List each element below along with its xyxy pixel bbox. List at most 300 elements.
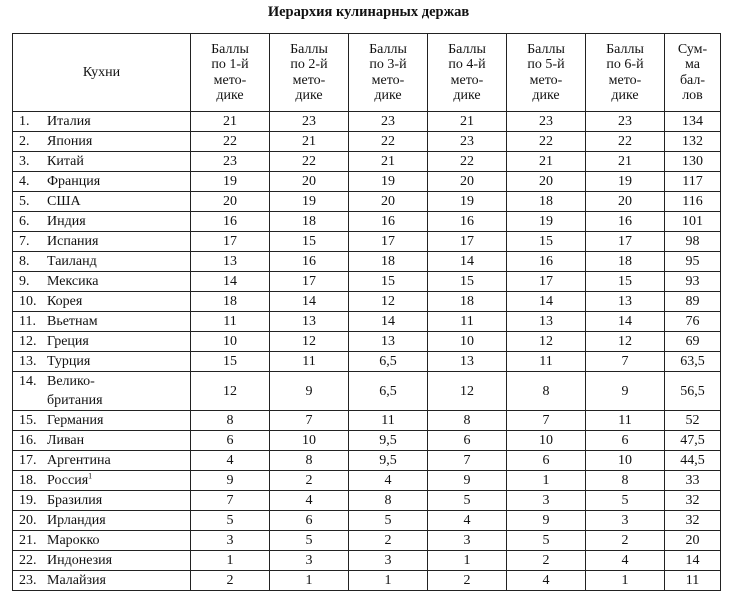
score-method-3: 1: [349, 571, 428, 591]
score-method-6: 10: [586, 451, 665, 471]
score-method-2: 15: [270, 232, 349, 252]
header-line: дике: [453, 88, 481, 103]
score-method-5: 23: [507, 112, 586, 132]
score-method-4: 14: [428, 252, 507, 272]
header-line: мето-: [529, 72, 563, 88]
cuisine-name: [47, 292, 82, 311]
header-line: мето-: [608, 72, 642, 88]
header-total: [665, 34, 721, 112]
table-row: [13, 272, 721, 292]
table-row: [13, 312, 721, 332]
score-method-6: 7: [586, 352, 665, 372]
header-line: по 5-й: [527, 57, 565, 72]
cuisine-name-line: Ливан: [47, 433, 85, 448]
cuisine-name-line: Аргентина: [47, 453, 111, 468]
score-method-6: 17: [586, 232, 665, 252]
score-method-2: 14: [270, 292, 349, 312]
rank-number: 6.: [19, 214, 30, 229]
cuisine-cell: [13, 372, 191, 411]
cuisine-name-line: Мексика: [47, 274, 99, 289]
header-line: Баллы: [448, 41, 486, 57]
score-method-1: 22: [191, 132, 270, 152]
table-row: [13, 511, 721, 531]
cuisine-cell: [13, 252, 191, 272]
score-method-5: 16: [507, 252, 586, 272]
table-row: [13, 431, 721, 451]
score-method-5: 13: [507, 312, 586, 332]
header-line: мето-: [213, 72, 247, 88]
header-line: мето-: [450, 72, 484, 88]
score-method-4: 8: [428, 411, 507, 431]
table-row: [13, 172, 721, 192]
score-total: 47,5: [665, 431, 721, 451]
score-method-4: 11: [428, 312, 507, 332]
table-row: [13, 471, 721, 491]
header-method-4: [428, 34, 507, 112]
rank-number: 22.: [19, 553, 37, 568]
header-line: Баллы: [606, 41, 644, 57]
cuisine-name: [47, 272, 98, 291]
score-method-2: 7: [270, 411, 349, 431]
footnote-marker: 1: [88, 471, 93, 481]
header-line: Баллы: [211, 41, 249, 57]
score-method-2: 4: [270, 491, 349, 511]
rank-number: 16.: [19, 433, 37, 448]
rank-number: 21.: [19, 533, 37, 548]
score-total: 132: [665, 132, 721, 152]
cuisine-name: [47, 252, 97, 271]
score-total: 117: [665, 172, 721, 192]
rank-number: 19.: [19, 493, 37, 508]
cuisine-cell: [13, 411, 191, 431]
score-method-2: 23: [270, 112, 349, 132]
score-method-5: 9: [507, 511, 586, 531]
score-method-6: 20: [586, 192, 665, 212]
table-row: [13, 232, 721, 252]
cuisine-name-line: Корея: [47, 294, 83, 309]
cuisine-name: [47, 312, 98, 331]
table-row: [13, 491, 721, 511]
cuisine-name: [47, 352, 90, 371]
score-method-5: 1: [507, 471, 586, 491]
score-method-3: 14: [349, 312, 428, 332]
cuisine-name: [47, 451, 111, 470]
score-method-4: 4: [428, 511, 507, 531]
score-total: 32: [665, 511, 721, 531]
header-method-5: [507, 34, 586, 112]
score-total: 44,5: [665, 451, 721, 471]
cuisine-name: [47, 431, 84, 450]
score-method-6: 9: [586, 372, 665, 411]
table-row: [13, 531, 721, 551]
score-method-2: 3: [270, 551, 349, 571]
cuisine-name: [47, 531, 100, 550]
header-line: дике: [374, 88, 402, 103]
score-method-5: 14: [507, 292, 586, 312]
score-method-3: 22: [349, 132, 428, 152]
cuisine-name-line: Россия: [47, 473, 89, 488]
cuisine-name-line: Велико-: [47, 374, 95, 389]
score-method-3: 20: [349, 192, 428, 212]
rank-number: 17.: [19, 453, 37, 468]
cuisine-name-line: Марокко: [47, 533, 100, 548]
header-line: дике: [532, 88, 560, 103]
cuisine-name: [47, 232, 98, 251]
score-method-4: 22: [428, 152, 507, 172]
score-method-1: 23: [191, 152, 270, 172]
score-method-5: 5: [507, 531, 586, 551]
score-method-4: 17: [428, 232, 507, 252]
cuisine-cell: [13, 471, 191, 491]
score-total: 52: [665, 411, 721, 431]
score-total: 95: [665, 252, 721, 272]
cuisine-cell: [13, 152, 191, 172]
score-method-2: 21: [270, 132, 349, 152]
cuisine-name: [47, 571, 106, 590]
score-method-5: 18: [507, 192, 586, 212]
table-row: [13, 152, 721, 172]
cuisine-name: [47, 551, 112, 570]
score-total: 56,5: [665, 372, 721, 411]
header-line: Баллы: [290, 41, 328, 57]
score-method-3: 8: [349, 491, 428, 511]
score-method-2: 16: [270, 252, 349, 272]
header-method-1: [191, 34, 270, 112]
score-total: 69: [665, 332, 721, 352]
cuisine-name-line: Греция: [47, 334, 89, 349]
score-method-6: 5: [586, 491, 665, 511]
score-method-1: 4: [191, 451, 270, 471]
table-row: [13, 372, 721, 411]
header-line: мето-: [292, 72, 326, 88]
rank-number: 23.: [19, 573, 37, 588]
cuisine-cell: [13, 292, 191, 312]
cuisine-name-line: Германия: [47, 413, 104, 428]
rank-number: 1.: [19, 114, 30, 129]
header-method-6: [586, 34, 665, 112]
score-method-1: 12: [191, 372, 270, 411]
score-method-6: 12: [586, 332, 665, 352]
score-method-3: 15: [349, 272, 428, 292]
cuisine-name: [47, 112, 91, 131]
score-method-6: 1: [586, 571, 665, 591]
cuisine-name-line: Бразилия: [47, 493, 103, 508]
score-method-1: 3: [191, 531, 270, 551]
cuisine-name-line: Вьетнам: [47, 314, 98, 329]
score-method-1: 11: [191, 312, 270, 332]
cuisine-ranking-table: [12, 33, 721, 591]
cuisine-name-line: Франция: [47, 174, 101, 189]
score-method-5: 10: [507, 431, 586, 451]
score-method-1: 7: [191, 491, 270, 511]
score-method-6: 19: [586, 172, 665, 192]
table-row: [13, 411, 721, 431]
score-method-1: 16: [191, 212, 270, 232]
score-method-1: 10: [191, 332, 270, 352]
score-method-6: 21: [586, 152, 665, 172]
rank-number: 5.: [19, 194, 30, 209]
cuisine-name-line: Ирландия: [47, 513, 106, 528]
score-total: 101: [665, 212, 721, 232]
score-method-3: 12: [349, 292, 428, 312]
score-method-3: 21: [349, 152, 428, 172]
score-method-1: 8: [191, 411, 270, 431]
score-method-2: 19: [270, 192, 349, 212]
score-method-5: 19: [507, 212, 586, 232]
cuisine-name-line: Китай: [47, 154, 84, 169]
score-method-6: 13: [586, 292, 665, 312]
table-row: [13, 332, 721, 352]
header-line: по 2-й: [290, 57, 328, 72]
score-method-5: 11: [507, 352, 586, 372]
rank-number: 2.: [19, 134, 30, 149]
cuisine-cell: [13, 352, 191, 372]
cuisine-cell: [13, 312, 191, 332]
score-method-4: 5: [428, 491, 507, 511]
cuisine-name: [47, 411, 103, 430]
table-body: [13, 112, 721, 591]
header-line: по 3-й: [369, 57, 407, 72]
score-method-4: 19: [428, 192, 507, 212]
cuisine-name: [47, 471, 92, 490]
header-method-3: [349, 34, 428, 112]
score-method-6: 18: [586, 252, 665, 272]
score-method-4: 18: [428, 292, 507, 312]
rank-number: 18.: [19, 473, 37, 488]
score-method-3: 2: [349, 531, 428, 551]
cuisine-cell: [13, 132, 191, 152]
score-method-4: 3: [428, 531, 507, 551]
score-method-3: 23: [349, 112, 428, 132]
score-method-4: 20: [428, 172, 507, 192]
score-total: 11: [665, 571, 721, 591]
score-total: 130: [665, 152, 721, 172]
rank-number: 10.: [19, 294, 37, 309]
score-method-5: 3: [507, 491, 586, 511]
cuisine-cell: [13, 551, 191, 571]
rank-number: 20.: [19, 513, 37, 528]
score-total: 89: [665, 292, 721, 312]
score-method-1: 1: [191, 551, 270, 571]
cuisine-cell: [13, 451, 191, 471]
cuisine-cell: [13, 491, 191, 511]
header-line: дике: [216, 88, 244, 103]
cuisine-name: [47, 132, 92, 151]
header-line: ма: [685, 57, 700, 72]
cuisine-cell: [13, 232, 191, 252]
score-method-3: 11: [349, 411, 428, 431]
rank-number: 13.: [19, 354, 37, 369]
cuisine-name: [47, 172, 100, 191]
table-row: [13, 132, 721, 152]
score-total: 98: [665, 232, 721, 252]
cuisine-name-line: Испания: [47, 234, 99, 249]
rank-number: 12.: [19, 334, 37, 349]
score-method-1: 20: [191, 192, 270, 212]
cuisine-name: [47, 491, 102, 510]
score-method-1: 17: [191, 232, 270, 252]
score-total: 134: [665, 112, 721, 132]
score-method-2: 1: [270, 571, 349, 591]
score-method-3: 4: [349, 471, 428, 491]
score-method-6: 11: [586, 411, 665, 431]
score-method-6: 3: [586, 511, 665, 531]
score-total: 20: [665, 531, 721, 551]
score-method-2: 13: [270, 312, 349, 332]
cuisine-cell: [13, 172, 191, 192]
rank-number: 15.: [19, 413, 37, 428]
score-method-1: 18: [191, 292, 270, 312]
table-row: [13, 551, 721, 571]
score-method-3: 19: [349, 172, 428, 192]
score-method-6: 2: [586, 531, 665, 551]
score-method-4: 23: [428, 132, 507, 152]
score-method-3: 3: [349, 551, 428, 571]
cuisine-cell: [13, 332, 191, 352]
score-method-4: 21: [428, 112, 507, 132]
score-method-5: 17: [507, 272, 586, 292]
header-cuisine: Кухни: [13, 34, 191, 112]
score-method-6: 8: [586, 471, 665, 491]
table-title: Иерархия кулинарных держав: [267, 4, 470, 20]
score-method-3: 16: [349, 212, 428, 232]
header-line: дике: [611, 88, 639, 103]
rank-number: 7.: [19, 234, 30, 249]
score-total: 33: [665, 471, 721, 491]
cuisine-name-line: Япония: [47, 134, 93, 149]
header-line: по 6-й: [606, 57, 644, 72]
score-method-3: 5: [349, 511, 428, 531]
score-method-5: 20: [507, 172, 586, 192]
cuisine-name-line: Индонезия: [47, 553, 113, 568]
score-method-4: 1: [428, 551, 507, 571]
score-method-4: 16: [428, 212, 507, 232]
score-method-2: 5: [270, 531, 349, 551]
cuisine-cell: [13, 212, 191, 232]
score-total: 76: [665, 312, 721, 332]
cuisine-cell: [13, 112, 191, 132]
table-row: [13, 212, 721, 232]
score-method-1: 9: [191, 471, 270, 491]
header-line: Баллы: [527, 41, 565, 57]
header-method-2: [270, 34, 349, 112]
cuisine-name: [47, 152, 84, 171]
score-method-1: 5: [191, 511, 270, 531]
score-method-3: 17: [349, 232, 428, 252]
cuisine-name-line: Турция: [47, 354, 91, 369]
score-method-2: 9: [270, 372, 349, 411]
score-method-6: 14: [586, 312, 665, 332]
score-method-5: 7: [507, 411, 586, 431]
cuisine-name-line: британия: [47, 393, 103, 408]
score-method-2: 20: [270, 172, 349, 192]
cuisine-cell: [13, 192, 191, 212]
table-row: [13, 192, 721, 212]
cuisine-cell: [13, 511, 191, 531]
score-method-2: 10: [270, 431, 349, 451]
score-method-2: 17: [270, 272, 349, 292]
score-method-5: 8: [507, 372, 586, 411]
score-method-1: 2: [191, 571, 270, 591]
score-method-3: 13: [349, 332, 428, 352]
rank-number: 9.: [19, 274, 30, 289]
header-line: бал-: [679, 72, 706, 88]
score-method-4: 6: [428, 431, 507, 451]
score-method-2: 8: [270, 451, 349, 471]
score-method-4: 13: [428, 352, 507, 372]
score-method-2: 11: [270, 352, 349, 372]
score-method-4: 12: [428, 372, 507, 411]
score-method-4: 10: [428, 332, 507, 352]
cuisine-name-line: Малайзия: [47, 573, 106, 588]
score-method-5: 2: [507, 551, 586, 571]
table-row: [13, 571, 721, 591]
cuisine-name-line: США: [47, 194, 81, 209]
cuisine-cell: [13, 571, 191, 591]
score-method-4: 15: [428, 272, 507, 292]
score-total: 32: [665, 491, 721, 511]
score-method-5: 6: [507, 451, 586, 471]
rank-number: 8.: [19, 254, 30, 269]
score-method-1: 6: [191, 431, 270, 451]
score-method-1: 14: [191, 272, 270, 292]
score-method-6: 22: [586, 132, 665, 152]
header-line: по 4-й: [448, 57, 486, 72]
score-method-2: 22: [270, 152, 349, 172]
header-row: [13, 34, 721, 112]
score-method-3: 6,5: [349, 372, 428, 411]
score-method-5: 15: [507, 232, 586, 252]
score-method-3: 9,5: [349, 451, 428, 471]
score-method-2: 12: [270, 332, 349, 352]
rank-number: 3.: [19, 154, 30, 169]
score-method-5: 22: [507, 132, 586, 152]
score-method-1: 13: [191, 252, 270, 272]
score-method-3: 9,5: [349, 431, 428, 451]
header-line: Баллы: [369, 41, 407, 57]
table-row: [13, 352, 721, 372]
header-line: мето-: [371, 72, 405, 88]
score-method-3: 18: [349, 252, 428, 272]
cuisine-name: [47, 212, 86, 231]
cuisine-name: [47, 511, 106, 530]
score-method-6: 23: [586, 112, 665, 132]
cuisine-cell: [13, 431, 191, 451]
table-row: [13, 112, 721, 132]
score-method-2: 2: [270, 471, 349, 491]
score-method-5: 12: [507, 332, 586, 352]
score-method-2: 6: [270, 511, 349, 531]
header-line: лов: [682, 88, 703, 103]
cuisine-cell: [13, 272, 191, 292]
rank-number: 14.: [19, 374, 37, 389]
cuisine-name-line: Таиланд: [47, 254, 97, 269]
cuisine-name-line: Италия: [47, 114, 91, 129]
score-method-1: 21: [191, 112, 270, 132]
score-method-2: 18: [270, 212, 349, 232]
score-total: 93: [665, 272, 721, 292]
table-row: [13, 451, 721, 471]
score-method-1: 19: [191, 172, 270, 192]
cuisine-name: [47, 372, 103, 410]
score-method-4: 7: [428, 451, 507, 471]
score-method-3: 6,5: [349, 352, 428, 372]
cuisine-cell: [13, 531, 191, 551]
score-method-6: 16: [586, 212, 665, 232]
score-method-6: 4: [586, 551, 665, 571]
header-line: по 1-й: [211, 57, 249, 72]
header-line: дике: [295, 88, 323, 103]
